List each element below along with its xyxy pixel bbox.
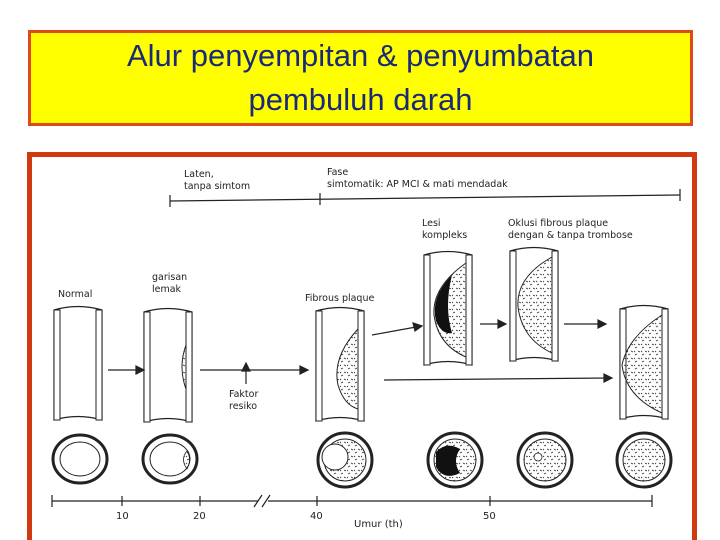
phase-symptomatic-label: Fase simtomatik: AP MCI & mati mendadak xyxy=(327,167,508,190)
cross-section-occlusion xyxy=(518,433,572,487)
vessel-fibrous-plaque xyxy=(316,308,364,422)
vessel-occlusion xyxy=(510,248,558,362)
cross-section-complex-lesion xyxy=(428,433,482,487)
vessel-total-occlusion xyxy=(620,306,668,420)
cross-section-fatty-streak xyxy=(143,435,197,483)
age-tick-10: 10 xyxy=(116,511,129,522)
age-tick-50: 50 xyxy=(483,511,496,522)
phase-latent-label: Laten, tanpa simtom xyxy=(184,169,251,192)
vessel-normal xyxy=(54,307,102,421)
risk-factor-arrow xyxy=(242,363,250,384)
cross-section-total-occlusion xyxy=(617,433,671,487)
cross-section-fibrous-plaque xyxy=(318,433,372,487)
age-axis xyxy=(52,495,652,507)
stage-complex-lesion-label: Lesi kompleks xyxy=(422,218,468,241)
stage-normal-label: Normal xyxy=(58,289,93,300)
title-line-2: pembuluh darah xyxy=(248,82,473,117)
stage-fibrous-plaque-label: Fibrous plaque xyxy=(305,293,375,304)
stage-fatty-streak-label: garisan lemak xyxy=(152,272,188,295)
age-tick-40: 40 xyxy=(310,511,323,522)
vessel-complex-lesion xyxy=(424,252,472,366)
title-line-1: Alur penyempitan & penyumbatan xyxy=(126,38,594,73)
age-axis-label: Umur (th) xyxy=(354,519,403,530)
stage-occlusion-label: Oklusi fibrous plaque dengan & tanpa trombose xyxy=(508,218,633,241)
cross-section-normal xyxy=(53,435,107,483)
vessel-fatty-streak xyxy=(144,309,192,423)
atherosclerosis-progression-diagram xyxy=(32,157,692,540)
title-banner xyxy=(28,30,693,126)
age-tick-20: 20 xyxy=(193,511,206,522)
risk-factor-label: Faktor resiko xyxy=(229,389,259,412)
